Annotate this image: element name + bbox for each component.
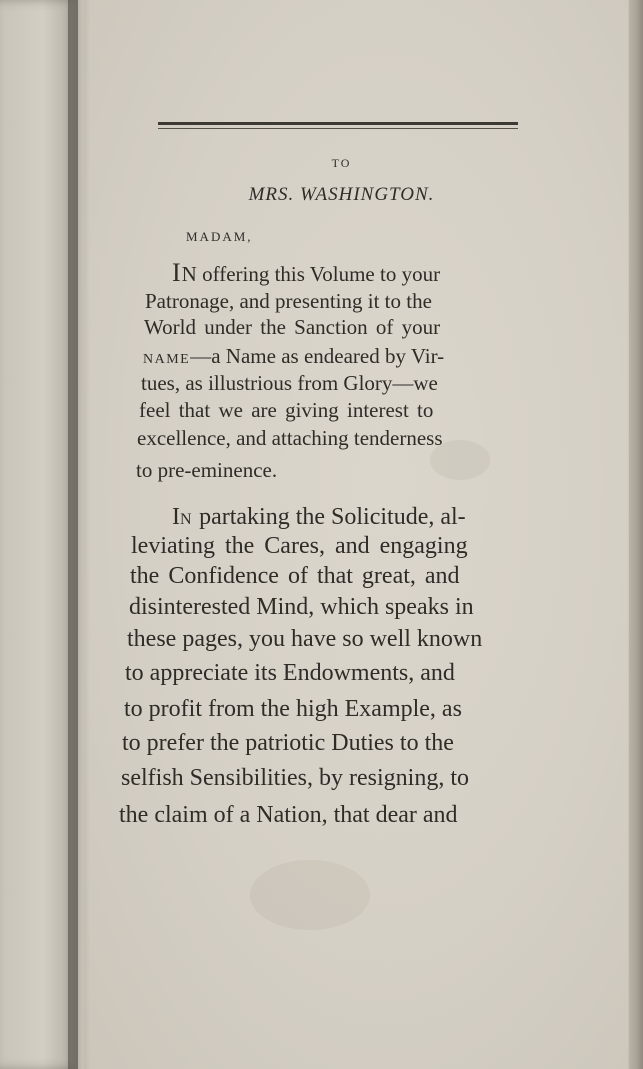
text-line: tues, as illustrious from Glory—we [141,371,438,395]
salutation: MADAM, [186,229,253,244]
header-rule-thick [158,122,518,125]
dedication-to: TO [331,156,352,170]
header-rule-thin [158,128,518,129]
text-line: these pages, you have so well known [127,626,483,652]
small-caps-word: NAME [143,352,191,367]
line-text: N offering this Volume to your [181,262,441,286]
dedication-addressee: MRS. WASHINGTON. [248,184,435,205]
text-line: to pre-eminence. [136,458,278,482]
line-text: —a Name as endeared by Vir- [190,344,445,368]
text-line: disinterested Mind, which speaks in [129,594,474,620]
paper-stain [250,860,370,930]
text-line: World under the Sanction of your [144,315,441,339]
text-line: to prefer the patriotic Duties to the [122,730,454,756]
line-text: partaking the Solicitude, al- [193,504,466,530]
small-caps-letter: N [180,511,194,528]
text-line: excellence, and attaching tenderness [137,426,443,450]
text-line: to profit from the high Example, as [124,696,462,722]
text-line [172,258,440,288]
drop-initial: I [172,258,182,287]
text-line: the claim of a Nation, that dear and [119,802,458,828]
text-line: to appreciate its Endowments, and [125,660,455,686]
drop-initial: I [172,504,180,530]
text-line [172,504,466,531]
text-line: Patronage, and presenting it to the [145,289,432,313]
text-line: selfish Sensibilities, by resigning, to [121,765,469,791]
text-line [143,344,444,369]
text-line: leviating the Cares, and engaging [131,533,468,559]
text-line: the Confidence of that great, and [130,563,460,589]
text-line: feel that we are giving interest to [139,398,434,422]
